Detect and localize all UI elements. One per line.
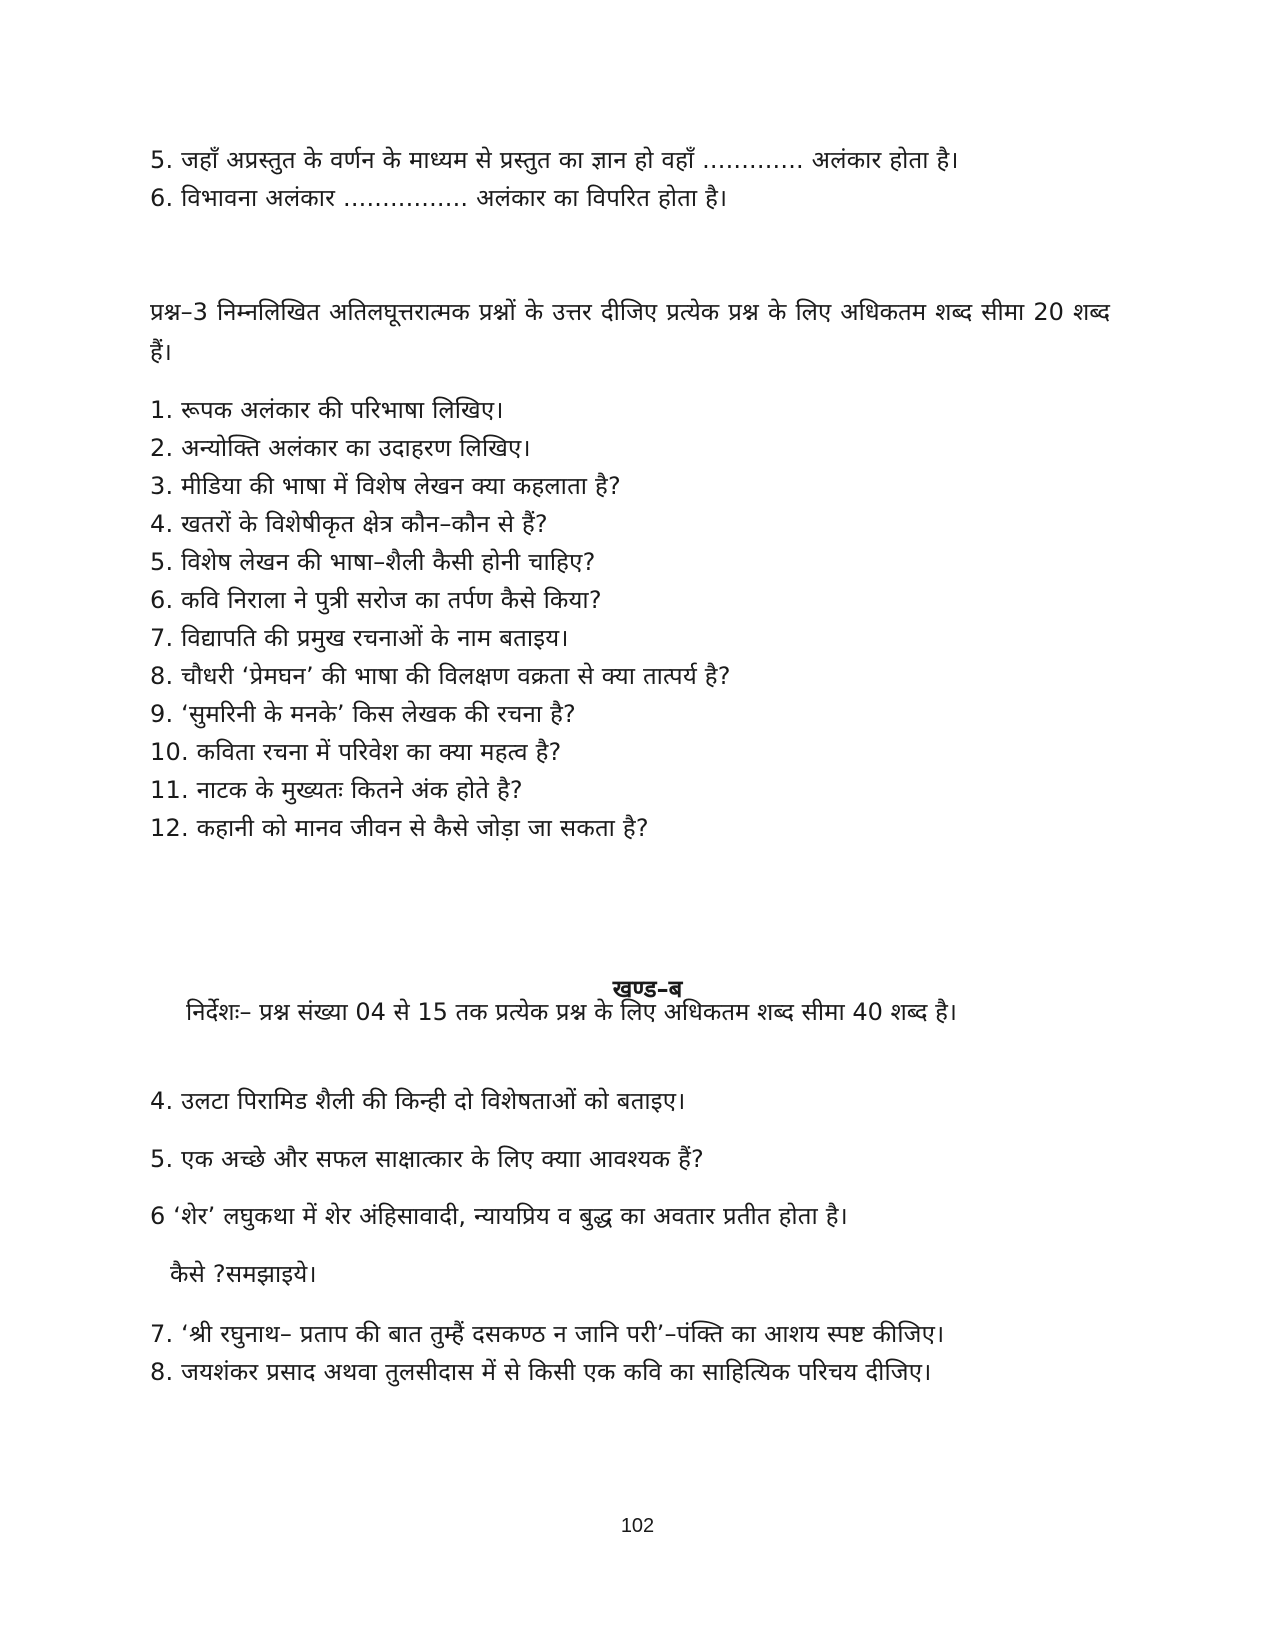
question-3-item-12: 12. कहानी को मानव जीवन से कैसे जोड़ा जा सकता है? <box>150 814 649 842</box>
section-b-question-8: 8. जयशंकर प्रसाद अथवा तुलसीदास में से किसी एक कवि का साहित्यिक परिचय दीजिए। <box>150 1358 932 1386</box>
section-b-question-7: 7. ‘श्री रघुनाथ– प्रताप की बात तुम्हैं दसकण्ठ न जानि परी’–पंक्ति का आशय स्पष्ट कीजिए। <box>150 1320 945 1348</box>
question-3-item-11: 11. नाटक के मुख्यतः कितने अंक होते है? <box>150 776 523 804</box>
question-3-item-4: 4. खतरों के विशेषीकृत क्षेत्र कौन–कौन से हैं? <box>150 510 548 538</box>
question-3-item-7: 7. विद्यापति की प्रमुख रचनाओं के नाम बताइय। <box>150 624 569 652</box>
section-b-question-4: 4. उलटा पिरामिड शैली की किन्ही दो विशेषताओं को बताइए। <box>150 1087 686 1115</box>
fill-blank-item-6: 6. विभावना अलंकार ................ अलंकार का विपरित होता है। <box>150 184 728 212</box>
question-3-item-3: 3. मीडिया की भाषा में विशेष लेखन क्या कहलाता है? <box>150 472 621 500</box>
section-b-instruction: निर्देशः– प्रश्न संख्या 04 से 15 तक प्रत्येक प्रश्न के लिए अधिकतम शब्द सीमा 40 शब्द है। <box>186 998 958 1026</box>
section-b-heading-text: खण्ड–ब <box>612 975 683 1003</box>
question-3-item-8: 8. चौधरी ‘प्रेमघन’ की भाषा की विलक्षण वक्रता से क्या तात्पर्य है? <box>150 662 731 690</box>
section-b-question-6-line-2: कैसे ?समझाइये। <box>170 1260 317 1288</box>
question-3-item-5: 5. विशेष लेखन की भाषा–शैली कैसी होनी चाहिए? <box>150 548 596 576</box>
question-3-item-10: 10. कविता रचना में परिवेश का क्या महत्व है? <box>150 738 562 766</box>
page-number: 102 <box>620 1515 655 1537</box>
section-b-question-5: 5. एक अच्छे और सफल साक्षात्कार के लिए क्याा आवश्यक हैं? <box>150 1145 704 1173</box>
section-b-question-6-line-1: 6 ‘शेर’ लघुकथा में शेर अंहिसावादी, न्यायप्रिय व बुद्ध का अवतार प्रतीत होता है। <box>150 1202 848 1230</box>
question-3-item-9: 9. ‘सुमरिनी के मनके’ किस लेखक की रचना है? <box>150 700 576 728</box>
question-3-item-1: 1. रूपक अलंकार की परिभाषा लिखिए। <box>150 396 504 424</box>
question-3-text: प्रश्न–3 निम्नलिखित अतिलघूत्तरात्मक प्रश्नों के उत्तर दीजिए प्रत्येक प्रश्न के लिए अधिकतम शब्द सीमा 20 शब्द हैं। <box>150 298 1110 366</box>
question-3-item-6: 6. कवि निराला ने पुत्री सरोज का तर्पण कैसे किया? <box>150 586 602 614</box>
question-3-item-2: 2. अन्योक्ति अलंकार का उदाहरण लिखिए। <box>150 434 531 462</box>
fill-blank-item-5: 5. जहाँ अप्रस्तुत के वर्णन के माध्यम से प्रस्तुत का ज्ञान हो वहाँ ............. अलंकार होता है। <box>150 146 959 174</box>
